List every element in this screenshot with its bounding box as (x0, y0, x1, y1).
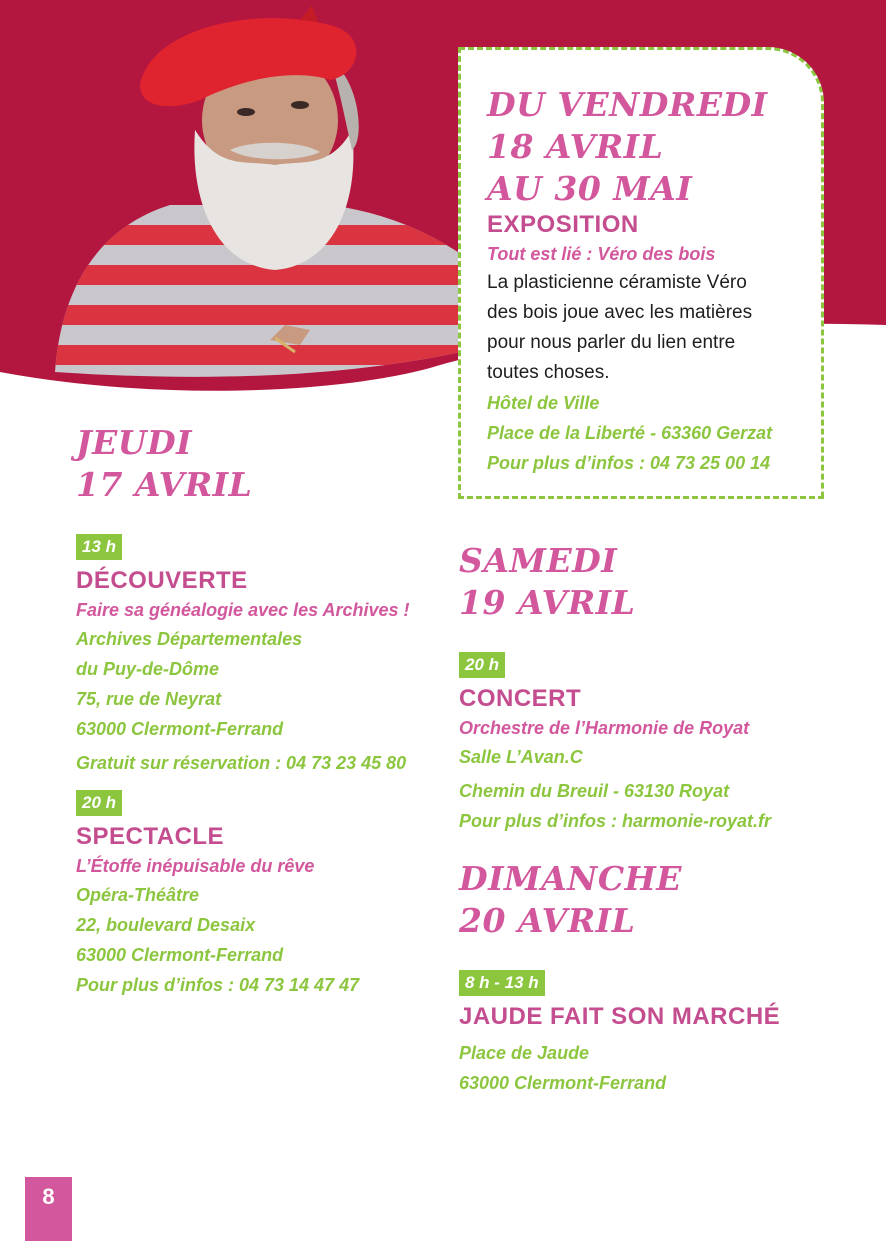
event-category: JAUDE FAIT SON MARCHÉ (459, 1003, 781, 1030)
event-title: Orchestre de l’Harmonie de Royat (459, 718, 750, 738)
event-info-line: Chemin du Breuil - 63130 Royat (459, 781, 730, 801)
sunday-date-line-1: DIMANCHE (459, 859, 682, 898)
page-number: 8 (25, 1177, 72, 1241)
time-badge: 13 h (76, 534, 122, 560)
event-contact: Pour plus d’infos : harmonie-royat.fr (459, 811, 772, 831)
thursday-date-line-1: JEUDI (76, 423, 193, 462)
exhibition-category: EXPOSITION (487, 211, 639, 238)
sunday-date-line-2: 20 AVRIL (459, 901, 636, 940)
event-info-line: 63000 Clermont-Ferrand (76, 945, 284, 965)
thursday-section (76, 422, 446, 1000)
event-contact: Gratuit sur réservation : 04 73 23 45 80 (76, 753, 407, 773)
exhibition-title: Tout est lié : Véro des bois (487, 244, 716, 264)
exhibition-description-line-1: La plasticienne céramiste Véro (487, 272, 747, 293)
event-info-line: Place de Jaude (459, 1043, 590, 1063)
exhibition-date-line-3: AU 30 MAI (487, 169, 693, 208)
event-info-line: Opéra-Théâtre (76, 885, 200, 905)
exhibition-description-line-3: pour nous parler du lien entre (487, 332, 736, 353)
thursday-event-1 (76, 534, 446, 778)
thursday-date-line-2: 17 AVRIL (76, 465, 253, 504)
time-badge: 8 h - 13 h (459, 970, 545, 996)
sunday-event (459, 970, 869, 1098)
event-info-line: Salle L’Avan.C (459, 747, 583, 767)
event-category: SPECTACLE (76, 823, 225, 850)
exhibition-description-line-2: des bois joue avec les matières (487, 302, 753, 323)
exhibition-date-line-2: 18 AVRIL (487, 127, 664, 166)
event-category: CONCERT (459, 685, 582, 712)
saturday-event (459, 652, 869, 836)
saturday-date-line-1: SAMEDI (459, 541, 618, 580)
event-info-line: 63000 Clermont-Ferrand (459, 1073, 667, 1093)
exhibition-date-line-1: DU VENDREDI (487, 85, 768, 124)
event-info-line: 63000 Clermont-Ferrand (76, 719, 284, 739)
exhibition-venue: Hôtel de Ville (487, 393, 600, 413)
event-title: Faire sa généalogie avec les Archives ! (76, 600, 410, 620)
exhibition-box (458, 47, 824, 499)
event-title: L’Étoffe inépuisable du rêve (76, 856, 315, 876)
hero-photo (0, 0, 480, 400)
event-category: DÉCOUVERTE (76, 567, 248, 594)
event-info-line: Archives Départementales (76, 629, 303, 649)
weekend-section (459, 540, 869, 1098)
event-contact: Pour plus d’infos : 04 73 14 47 47 (76, 975, 360, 995)
event-info-line: 22, boulevard Desaix (76, 915, 256, 935)
time-badge: 20 h (76, 790, 122, 816)
event-info-line: du Puy-de-Dôme (76, 659, 220, 679)
exhibition-contact: Pour plus d’infos : 04 73 25 00 14 (487, 453, 771, 473)
exhibition-address: Place de la Liberté - 63360 Gerzat (487, 423, 773, 443)
event-info-line: 75, rue de Neyrat (76, 689, 222, 709)
time-badge: 20 h (459, 652, 505, 678)
thursday-event-2 (76, 790, 446, 1000)
saturday-date-line-2: 19 AVRIL (459, 583, 636, 622)
exhibition-description-line-4: toutes choses. (487, 362, 610, 383)
